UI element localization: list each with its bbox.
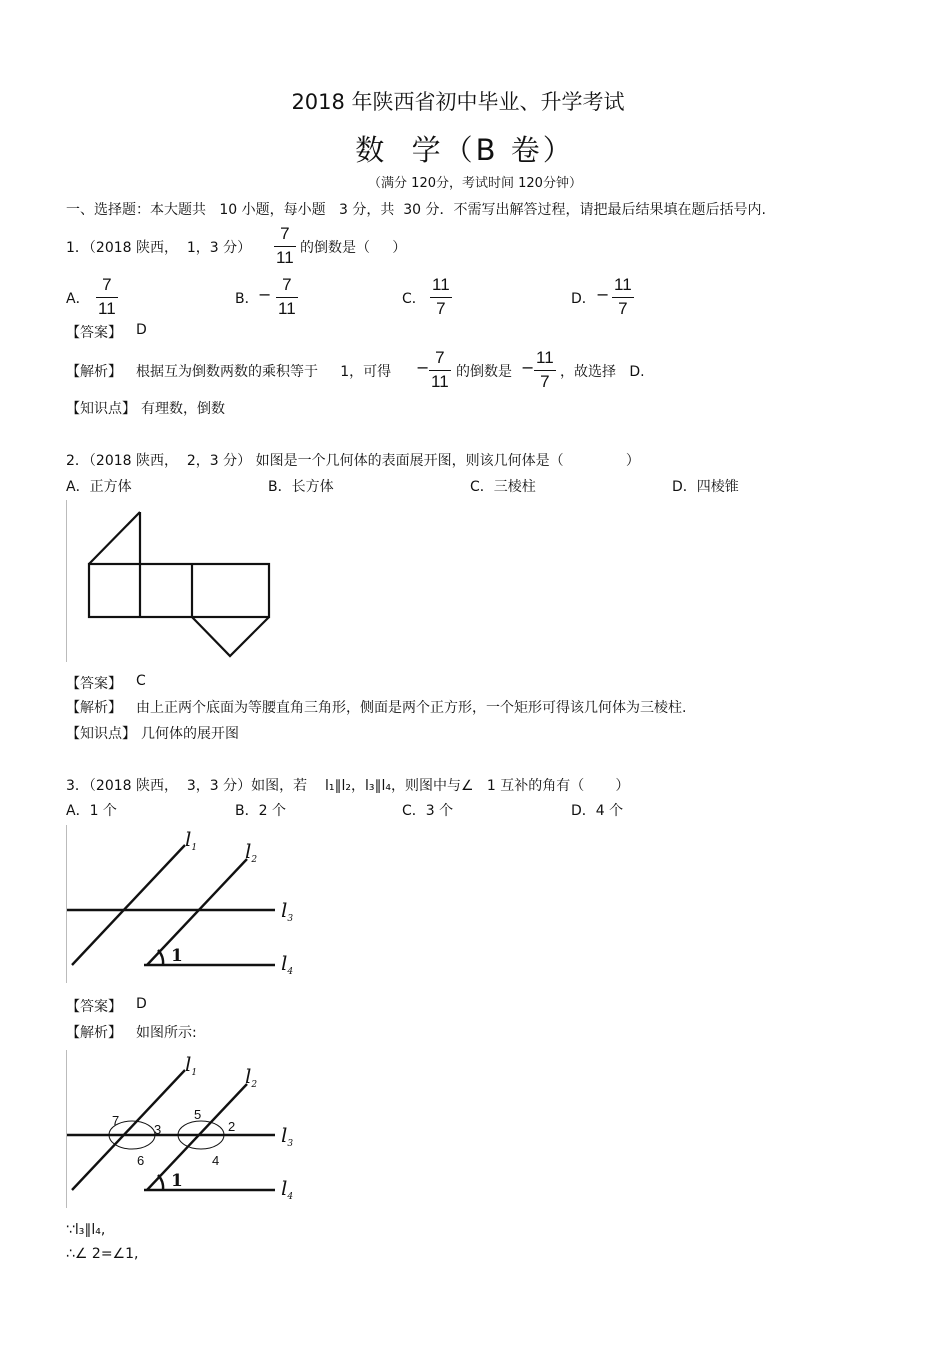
angle-label-4: 4 <box>212 1153 220 1168</box>
q2-option-d: D．四棱锥 <box>672 479 739 495</box>
line-l1 <box>72 845 185 965</box>
exam-title: 2018 年陕西省初中毕业、升学考试 <box>291 90 625 114</box>
q1-stem-fraction <box>274 224 296 268</box>
q1-stem-prefix: 1．（2018 陕西， 1，3 分） <box>66 240 252 256</box>
q1-a-num: 7 <box>102 275 112 294</box>
q3-option-b: B．2 个 <box>235 803 286 819</box>
q1-knowledge: 有理数，倒数 <box>141 401 225 417</box>
q1-option-a-label: A． <box>66 291 90 307</box>
q3-stem: 3．（2018 陕西， 3，3 分）如图，若 l₁∥l₂，l₃∥l₄，则图中与∠ 1 互补的角有（ ） <box>66 778 630 794</box>
exam-note: （满分 120分，考试时间 120分钟） <box>368 176 582 191</box>
net-bottom-triangle <box>192 617 269 656</box>
q3-option-a: A．1 个 <box>66 803 117 819</box>
angle-1-arc <box>158 1175 163 1190</box>
q1-f1-num: 7 <box>435 348 445 367</box>
angle-1-label: 1 <box>171 946 183 966</box>
q3-proof-line-2: ∴∠ 2=∠1, <box>66 1246 139 1262</box>
q1-c-num: 11 <box>432 275 450 294</box>
q1-option-b-fraction <box>276 275 298 319</box>
angle-label-6: 6 <box>137 1153 145 1168</box>
angle-1-arc <box>158 950 163 965</box>
q1-answer: D <box>136 322 147 338</box>
q1-option-d-fraction <box>612 275 634 319</box>
q2-option-c: C．三棱柱 <box>470 479 536 495</box>
q2-analysis: 由上正两个底面为等腰直角三角形，侧面是两个正方形，一个矩形可得该几何体为三棱柱. <box>136 700 687 716</box>
q2-option-b: B．长方体 <box>268 479 334 495</box>
q1-c-den: 7 <box>436 299 446 318</box>
q3-option-c: C．3 个 <box>402 803 454 819</box>
q3-fig2-svg <box>67 1050 317 1208</box>
exam-subject: 数 学（B 卷） <box>355 133 575 167</box>
line-l2 <box>147 1084 247 1190</box>
q1-f2-den: 7 <box>540 372 550 391</box>
q1-f1-den: 11 <box>431 372 449 391</box>
q1-stem-suffix: 的倒数是（ ） <box>300 240 407 256</box>
q2-knowledge: 几何体的展开图 <box>141 726 239 742</box>
q2-answer: C <box>136 673 146 689</box>
section-instruction: 一、选择题：本大题共 10 小题，每小题 3 分，共 30 分．不需写出解答过程，请把最后结果填在题后括号内. <box>66 202 766 218</box>
net-top-triangle-edge <box>89 512 140 564</box>
q1-b-den: 11 <box>278 299 296 318</box>
q1-option-c-label: C． <box>402 291 426 307</box>
q1-analysis-text-b: 的倒数是 <box>456 364 512 380</box>
net-rectangle <box>89 564 269 617</box>
fraction-bar <box>429 370 451 371</box>
q1-b-num: 7 <box>282 275 292 294</box>
q2-option-a: A．正方体 <box>66 479 132 495</box>
angle-label-7: 7 <box>112 1113 120 1128</box>
q3-analysis-label: 【解析】 <box>66 1025 122 1041</box>
line-l1 <box>72 1070 185 1190</box>
q1-option-c-fraction <box>430 275 452 319</box>
q1-option-d-sign: − <box>596 285 610 304</box>
q1-d-den: 7 <box>618 299 628 318</box>
q1-analysis-sign-2: − <box>521 358 535 377</box>
label-l3: $l_3$ <box>281 898 294 924</box>
q3-option-d: D．4 个 <box>571 803 624 819</box>
q1-stem-den: 11 <box>276 248 294 267</box>
fraction-bar <box>534 370 556 371</box>
q1-option-b-label: B． <box>235 291 259 307</box>
q1-answer-label: 【答案】 <box>66 325 122 341</box>
q2-net-figure <box>66 500 279 662</box>
label-l4: $l_4$ <box>281 1176 294 1202</box>
label-l2: $l_2$ <box>245 1064 258 1090</box>
q3-fig1-svg <box>67 825 317 983</box>
label-l3: $l_3$ <box>281 1123 294 1149</box>
q1-option-a-fraction <box>96 275 118 319</box>
q1-analysis-text-c: ，故选择 D. <box>560 364 645 380</box>
label-l2: $l_2$ <box>245 839 258 865</box>
fraction-bar <box>96 297 118 298</box>
q3-proof-line-1: ∵l₃∥l₄, <box>66 1222 106 1238</box>
q1-stem-num: 7 <box>280 224 290 243</box>
label-l4: $l_4$ <box>281 951 294 977</box>
angle-1-label: 1 <box>171 1171 183 1191</box>
label-l1: $l_1$ <box>185 827 198 853</box>
fraction-bar <box>612 297 634 298</box>
q1-d-num: 11 <box>614 275 632 294</box>
q1-f2-num: 11 <box>536 348 554 367</box>
q1-option-b-sign: − <box>258 285 272 304</box>
q2-net-svg <box>67 500 279 662</box>
fraction-bar <box>276 297 298 298</box>
angle-label-5: 5 <box>194 1107 202 1122</box>
q2-stem: 2．（2018 陕西， 2，3 分） 如图是一个几何体的表面展开图，则该几何体是（ ） <box>66 453 640 469</box>
q1-analysis-text-a: 根据互为倒数两数的乘积等于 1，可得 <box>136 364 392 380</box>
fraction-bar <box>274 246 296 247</box>
q2-analysis-label: 【解析】 <box>66 700 122 716</box>
q3-annotated-figure <box>66 1050 317 1208</box>
q3-parallel-lines-figure <box>66 825 317 983</box>
q1-option-d-label: D． <box>571 291 596 307</box>
q1-analysis-label: 【解析】 <box>66 364 122 380</box>
q2-answer-label: 【答案】 <box>66 676 122 692</box>
q2-knowledge-label: 【知识点】 <box>66 726 136 742</box>
q1-a-den: 11 <box>98 299 116 318</box>
q1-knowledge-label: 【知识点】 <box>66 401 136 417</box>
q1-analysis-fraction-1 <box>429 348 451 392</box>
angle-label-2: 2 <box>228 1119 236 1134</box>
label-l1: $l_1$ <box>185 1052 198 1078</box>
line-l2 <box>147 859 247 965</box>
angle-label-3: 3 <box>154 1122 162 1137</box>
q1-analysis-sign-1: − <box>416 358 430 377</box>
fraction-bar <box>430 297 452 298</box>
q3-answer-label: 【答案】 <box>66 999 122 1015</box>
q1-analysis-fraction-2 <box>534 348 556 392</box>
q3-analysis: 如图所示: <box>136 1025 197 1041</box>
q3-answer: D <box>136 996 147 1012</box>
